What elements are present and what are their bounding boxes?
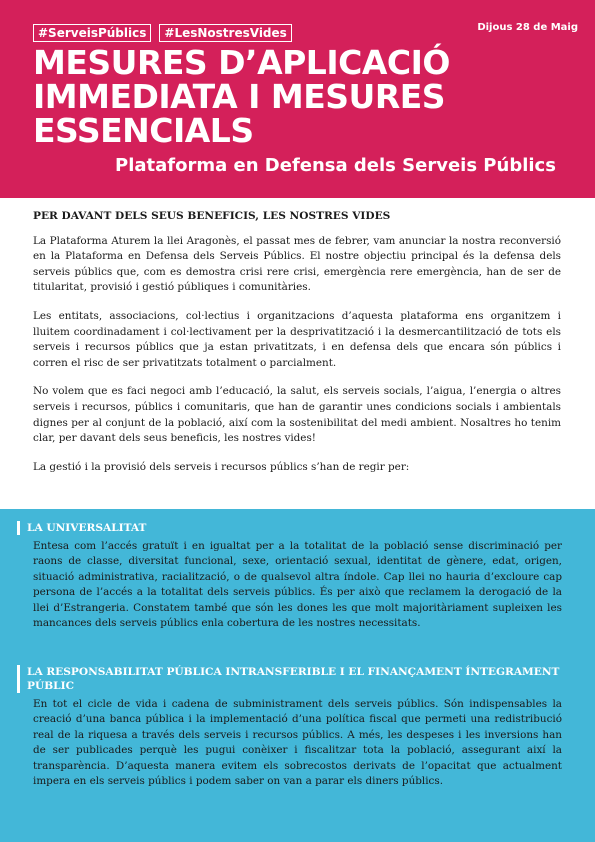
section-universalitat: [17, 521, 562, 631]
intro-section: [33, 209, 561, 488]
intro-paragraph: La gestió i la provisió dels serveis i recursos públics s’han de regir per:: [33, 460, 410, 473]
page-title: MESURES D’APLICACIÓ IMMEDIATA I MESURES ESSENCIALS: [33, 43, 450, 150]
header-banner: [0, 0, 595, 198]
intro-paragraph: No volem que es faci negoci amb l’educació, la salut, els serveis socials, l’aigua, l’energia o altres serveis i recursos, públics i comunitaris, que han de garantir unes condicions socials i ambientals dignes per al conjunt de la població, així com la sostenibilitat del medi ambient. Nosaltres ho tenim clar, per davant dels seus beneficis, les nostres vides!: [33, 385, 561, 445]
section-body: En tot el cicle de vida i cadena de subministrament dels serveis públics. Són indispensables la creació d’una banca pública i la implementació d’una política fiscal que permeti una redistribució real de la riquesa a través dels serveis i recursos públics. A més, les despeses i les inversions han de ser publicades perquè les pugui conèixer i fiscalitzar tota la població, assegurant així la transparència. D’aquesta manera evitem els sobrecostos derivats de l’opacitat que actualment impera en els serveis públics i podem saber on van a parar els diners públics.: [33, 698, 562, 788]
section-responsabilitat: [17, 665, 562, 789]
intro-paragraph: La Plataforma Aturem la llei Aragonès, el passat mes de febrer, vam anunciar la nostra reconversió en la Plataforma en Defensa dels Serveis Públics. El nostre objectiu principal és la defensa dels serveis públics que, com es demostra crisi rere crisi, emergència rere emergència, han de ser de titularitat, provisió i gestió públiques i comunitàries.: [33, 234, 561, 294]
hashtag-serveis-publics: #ServeisPúblics: [33, 24, 151, 42]
page-subtitle: Plataforma en Defensa dels Serveis Públics: [115, 155, 556, 176]
hashtag-list: [33, 24, 292, 42]
section-body: Entesa com l’accés gratuït i en igualtat per a la totalitat de la població sense discriminació per raons de classe, diversitat funcional, sexe, orientació sexual, identitat de gènere, edat, origen, situació administrativa, racialització, o de qualsevol altra índole. Cap llei no hauria d’excloure cap persona de l’accés a la totalitat dels serveis públics. És per això que reclamem la derogació de la llei d’Estrangeria. Constatem també que són les dones les que molt majoritàriament supleixen les mancances dels serveis públics enla cobertura de les nostres necessitats.: [33, 540, 562, 630]
principles-panel: [0, 509, 595, 842]
section-title: LA UNIVERSALITAT: [17, 521, 562, 535]
hashtag-les-nostres-vides: #LesNostresVides: [159, 24, 291, 42]
section-title: LA RESPONSABILITAT PÚBLICA INTRANSFERIBLE I EL FINANÇAMENT ÍNTEGRAMENT PÚBLIC: [17, 665, 562, 693]
date-label: Dijous 28 de Maig: [477, 22, 578, 33]
intro-heading: PER DAVANT DELS SEUS BENEFICIS, LES NOSTRES VIDES: [33, 210, 391, 222]
intro-paragraph: Les entitats, associacions, col·lectius i organitzacions d’aquesta plataforma ens organitzem i lluitem coordinadament i col·lectivament per la desprivatització i la desmercantilització de tots els serveis i recursos públics que ja estan privatitzats, i en defensa dels que encara són públics i corren el risc de ser privatitzats totalment o parcialment.: [33, 309, 561, 369]
